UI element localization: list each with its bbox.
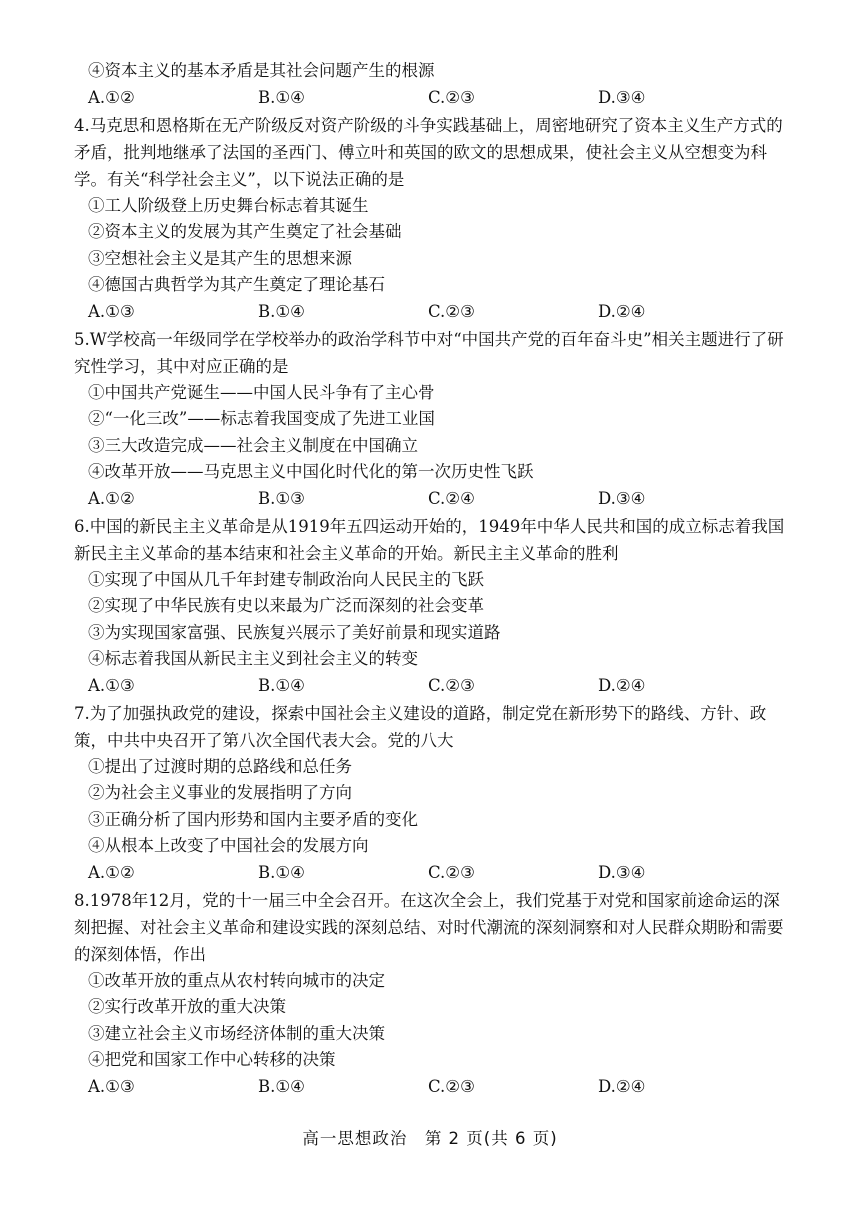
q6-choices — [88, 673, 788, 700]
q7-stem — [74, 700, 788, 754]
q5-choice-c[interactable]: C.②④ — [428, 488, 475, 508]
q7-stem-text: 7.为了加强执政党的建设，探索中国社会主义建设的道路，制定党在新形势下的路线、方针、政策，中共中央召开了第八次全国代表大会。党的八大 — [74, 703, 767, 750]
q8-stem-text: 8.1978年12月，党的十一届三中全会召开。在这次全会上，我们党基于对党和国家前途命运的深刻把握、对社会主义革命和建设实践的深刻总结、对时代潮流的深刻洞察和对人民群众期盼和需要的深刻体悟，作出 — [74, 890, 784, 964]
q8-option-3: ③建立社会主义市场经济体制的重大决策 — [88, 1023, 385, 1043]
question-7 — [74, 700, 788, 887]
q5-option-4: ④改革开放——马克思主义中国化时代化的第一次历史性飞跃 — [88, 462, 534, 481]
q8-choice-d[interactable]: D.②④ — [598, 1076, 646, 1096]
q6-choice-b[interactable]: B.①④ — [258, 675, 305, 695]
q5-option-3: ③三大改造完成——社会主义制度在中国确立 — [88, 435, 418, 455]
q5-choices — [88, 486, 788, 513]
question-8 — [74, 887, 788, 1101]
q7-option-3: ③正确分析了国内形势和国内主要矛盾的变化 — [88, 809, 418, 829]
q4-stem-text: 4.马克思和恩格斯在无产阶级反对资产阶级的斗争实践基础上，周密地研究了资本主义生产方式的矛盾，批判地继承了法国的圣西门、傅立叶和英国的欧文的思想成果，使社会主义从空想变为科学。有关“科学社会主义”，以下说法正确的是 — [74, 115, 783, 189]
q8-choice-b[interactable]: B.①④ — [258, 1076, 305, 1096]
q4-option-4: ④德国古典哲学为其产生奠定了理论基石 — [88, 275, 385, 294]
q7-choice-d[interactable]: D.③④ — [598, 862, 646, 882]
q7-choice-a[interactable]: A.①② — [88, 862, 135, 882]
q6-stem-text: 6.中国的新民主主义革命是从1919年五四运动开始的，1949年中华人民共和国的成立标志着我国新民主主义革命的基本结束和社会主义革命的开始。新民主主义革命的胜利 — [74, 516, 785, 563]
q4-choice-a[interactable]: A.①③ — [88, 301, 135, 321]
q7-choice-c[interactable]: C.②③ — [428, 862, 475, 882]
q3-option-4: ④资本主义的基本矛盾是其社会问题产生的根源 — [88, 61, 435, 80]
q6-stem — [74, 513, 788, 567]
q4-option-2: ②资本主义的发展为其产生奠定了社会基础 — [88, 222, 402, 241]
q5-option-2: ②“一化三改”——标志着我国变成了先进工业国 — [88, 409, 435, 428]
q7-choices — [88, 860, 788, 887]
q5-stem — [74, 326, 788, 380]
q8-option-4: ④把党和国家工作中心转移的决策 — [88, 1050, 336, 1069]
q6-choice-d[interactable]: D.②④ — [598, 675, 646, 695]
q6-choice-c[interactable]: C.②③ — [428, 675, 475, 695]
q8-choice-a[interactable]: A.①③ — [88, 1076, 135, 1096]
q3-choice-b[interactable]: B.①④ — [258, 87, 305, 107]
page-footer: 高一思想政治 第 2 页(共 6 页) — [302, 1129, 558, 1148]
q5-option-1: ①中国共产党诞生——中国人民斗争有了主心骨 — [88, 382, 435, 402]
q5-choice-a[interactable]: A.①② — [88, 488, 135, 508]
q8-choices — [88, 1074, 788, 1101]
q3-choice-c[interactable]: C.②③ — [428, 87, 475, 107]
q7-choice-b[interactable]: B.①④ — [258, 862, 305, 882]
q7-option-4: ④从根本上改变了中国社会的发展方向 — [88, 836, 369, 855]
question-3-tail — [88, 58, 788, 112]
q8-choice-c[interactable]: C.②③ — [428, 1076, 475, 1096]
q3-choice-a[interactable]: A.①② — [88, 87, 135, 107]
q4-choice-b[interactable]: B.①④ — [258, 301, 305, 321]
question-6 — [74, 513, 788, 700]
q4-choices — [88, 299, 788, 326]
q4-option-1: ①工人阶级登上历史舞台标志着其诞生 — [88, 195, 369, 215]
q5-stem-text: 5.W学校高一年级同学在学校举办的政治学科节中对“中国共产党的百年奋斗史”相关主题进行了研究性学习，其中对应正确的是 — [74, 329, 784, 376]
q8-option-1: ①改革开放的重点从农村转向城市的决定 — [88, 970, 385, 990]
q6-option-1: ①实现了中国从几千年封建专制政治向人民民主的飞跃 — [88, 569, 484, 589]
q4-choice-c[interactable]: C.②③ — [428, 301, 475, 321]
q6-option-3: ③为实现国家富强、民族复兴展示了美好前景和现实道路 — [88, 622, 501, 642]
q8-option-2: ②实行改革开放的重大决策 — [88, 997, 286, 1016]
exam-content — [74, 58, 788, 1101]
q6-option-2: ②实现了中华民族有史以来最为广泛而深刻的社会变革 — [88, 596, 484, 615]
q4-stem — [74, 112, 788, 193]
q5-choice-b[interactable]: B.①③ — [258, 488, 305, 508]
q3-choice-d[interactable]: D.③④ — [598, 87, 646, 107]
q7-option-1: ①提出了过渡时期的总路线和总任务 — [88, 756, 352, 776]
question-5 — [74, 326, 788, 513]
q6-option-4: ④标志着我国从新民主主义到社会主义的转变 — [88, 649, 418, 668]
q6-choice-a[interactable]: A.①③ — [88, 675, 135, 695]
q3-choices — [88, 85, 788, 112]
q4-choice-d[interactable]: D.②④ — [598, 301, 646, 321]
q5-choice-d[interactable]: D.③④ — [598, 488, 646, 508]
q7-option-2: ②为社会主义事业的发展指明了方向 — [88, 783, 352, 802]
question-4 — [74, 112, 788, 326]
q8-stem — [74, 887, 788, 968]
q4-option-3: ③空想社会主义是其产生的思想来源 — [88, 248, 352, 268]
